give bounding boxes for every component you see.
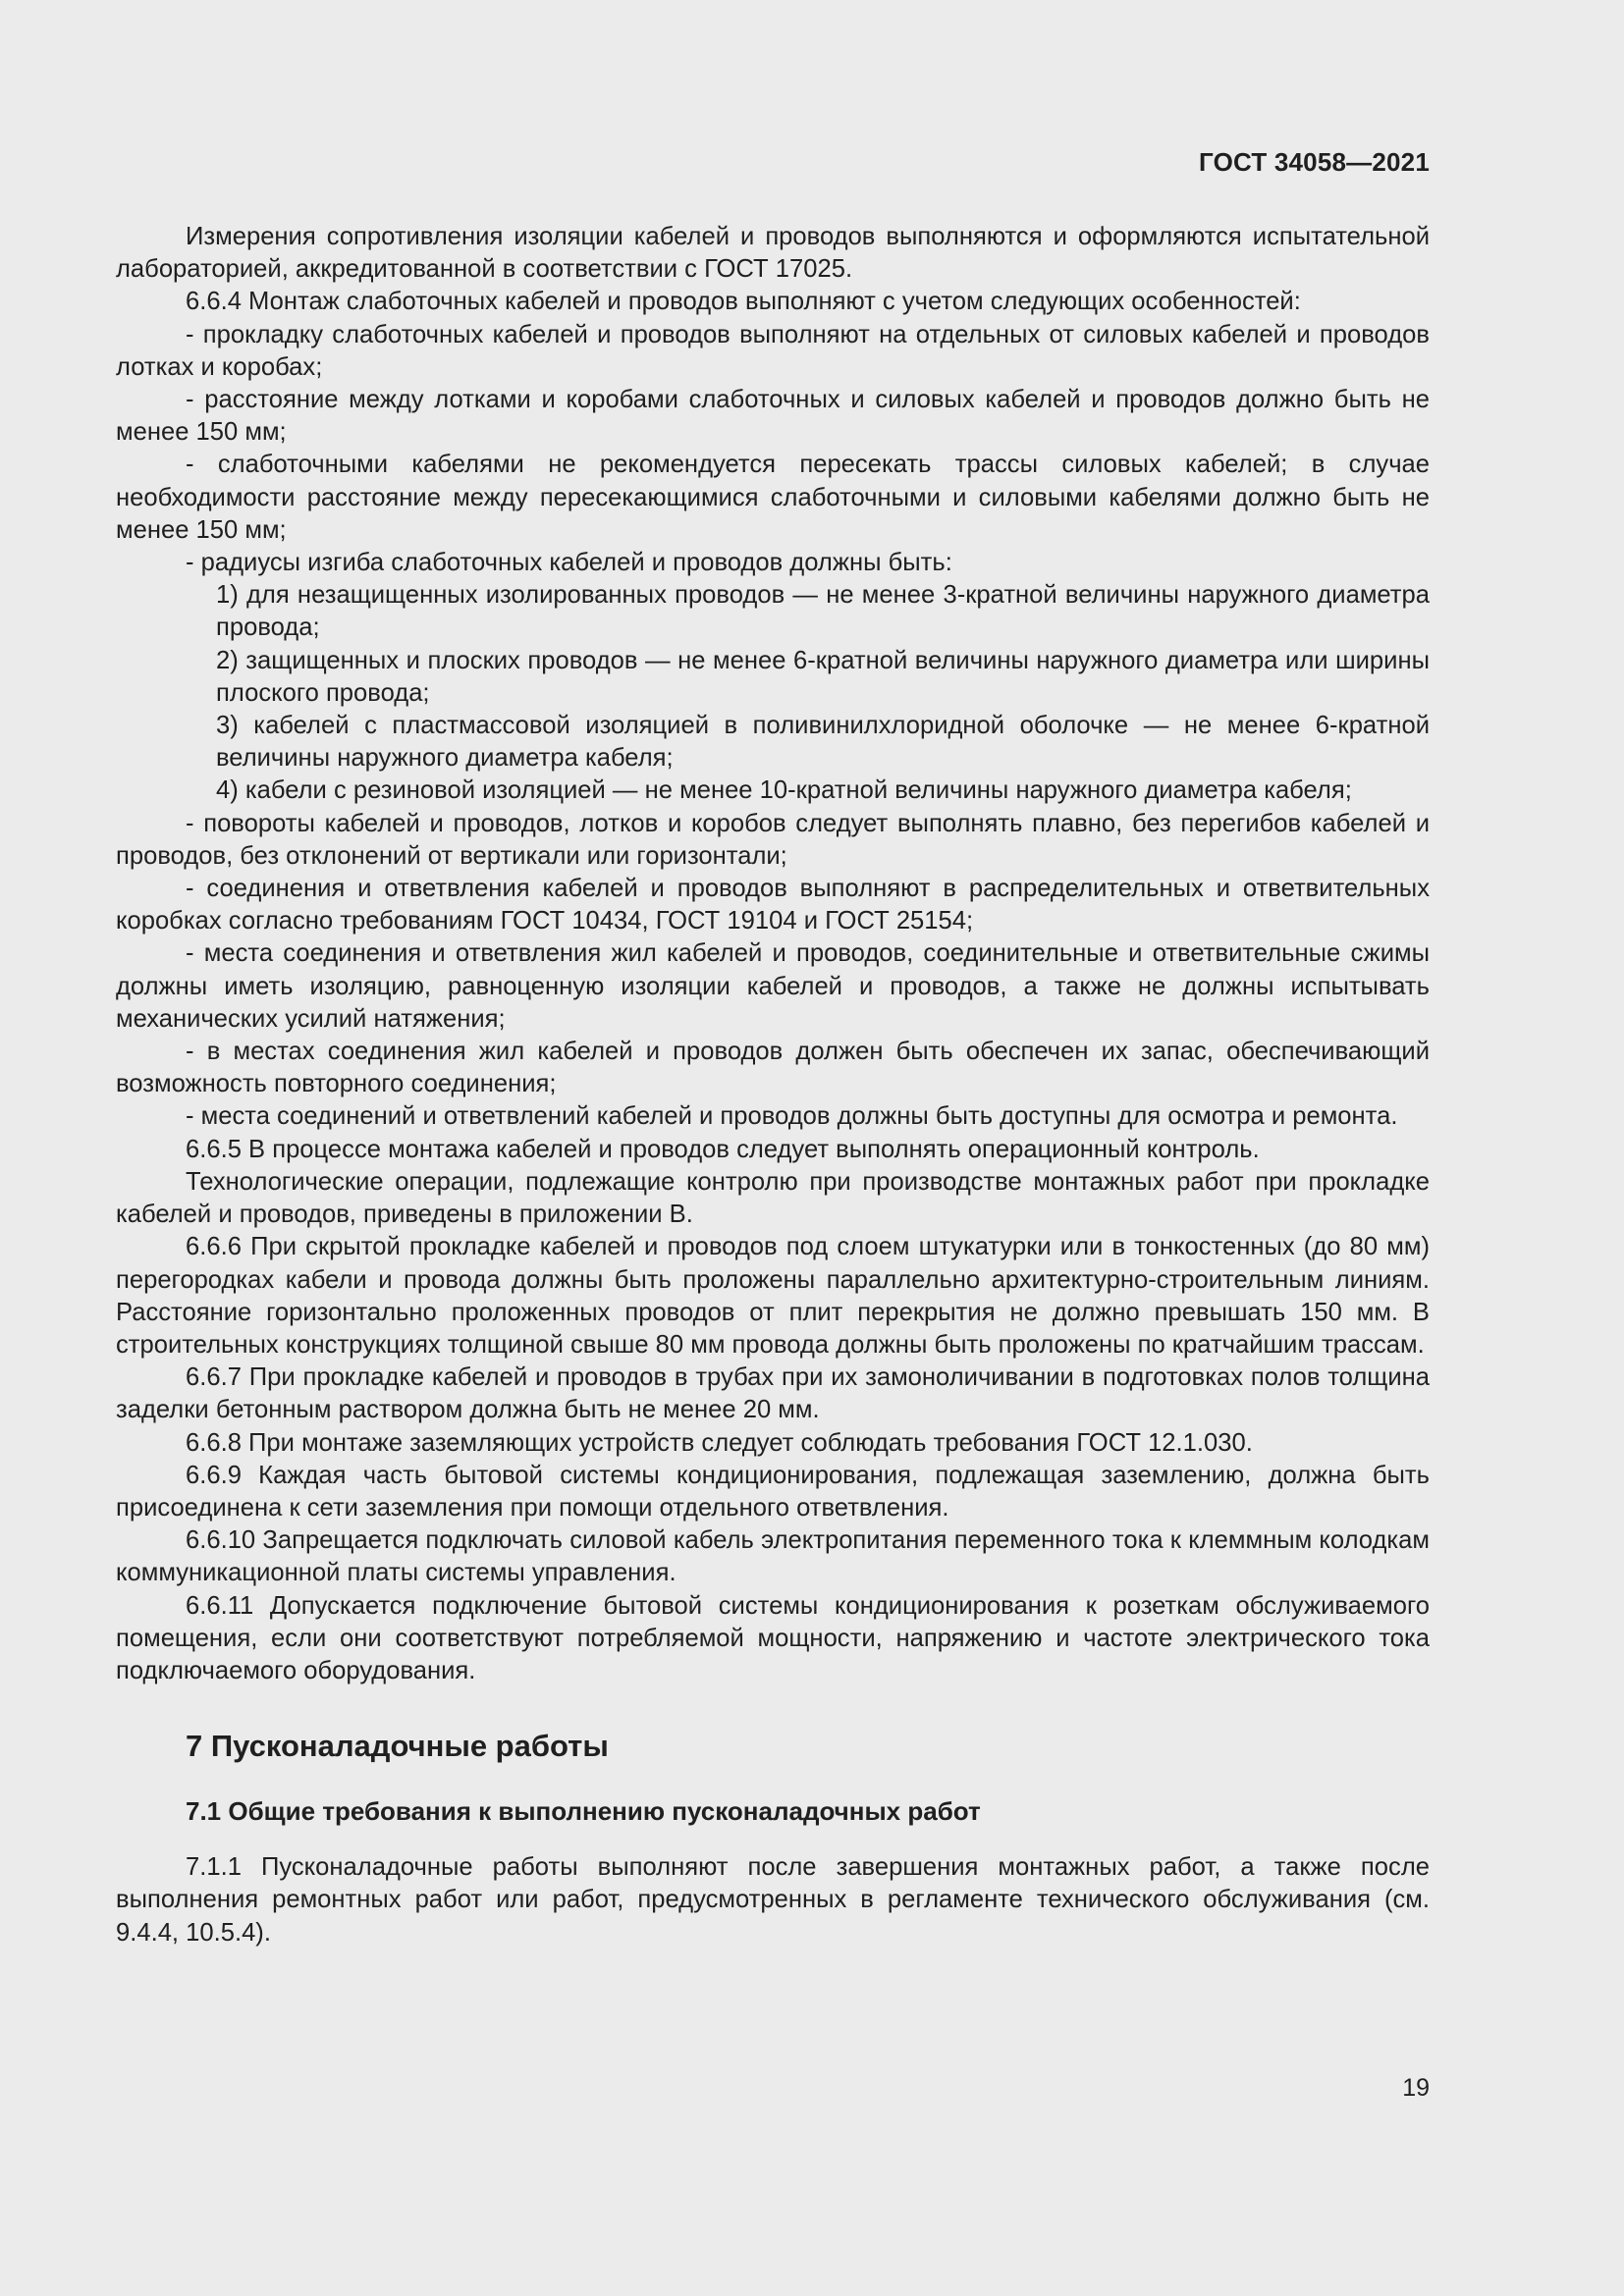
list-item: - повороты кабелей и проводов, лотков и коробов следует выполнять плавно, без перегибов кабелей и проводов, без отклонений от вертикали или горизонтали; — [116, 809, 1430, 870]
section-heading: 7 Пусконаладочные работы — [186, 1729, 609, 1764]
paragraph: Измерения сопротивления изоляции кабелей и проводов выполняются и оформляются испытательной лабораторией, аккредитованной в соответствии с ГОСТ 17025. — [116, 223, 1430, 284]
paragraph-6-6-9: 6.6.9 Каждая часть бытовой системы кондиционирования, подлежащая заземлению, должна быть присоединена к сети заземления при помощи отдельного ответвления. — [116, 1461, 1430, 1522]
paragraph-7-1-1: 7.1.1 Пусконаладочные работы выполняют после завершения монтажных работ, а также после выполнения ремонтных работ или работ, предусмотренных в регламенте технического обслуживания (см. 9.4.4, 10.5.4). — [116, 1853, 1430, 1947]
list-item: - слаботочными кабелями не рекомендуется пересекать трассы силовых кабелей; в случае необходимости расстояние между пересекающимися слаботочными и силовыми кабелями должно быть не менее 150 мм; — [116, 451, 1430, 544]
sub-list-item: 1) для незащищенных изолированных проводов — не менее 3-кратной величины наружного диаметра провода; — [216, 581, 1430, 642]
list-item: - расстояние между лотками и коробами слаботочных и силовых кабелей и проводов должно быть не менее 150 мм; — [116, 386, 1430, 447]
paragraph-6-6-5: 6.6.5 В процессе монтажа кабелей и проводов следует выполнять операционный контроль. — [186, 1135, 1260, 1163]
list-item: - радиусы изгиба слаботочных кабелей и проводов должны быть: — [186, 549, 952, 577]
list-item: - места соединений и ответвлений кабелей и проводов должны быть доступны для осмотра и ремонта. — [186, 1102, 1398, 1131]
list-item: - соединения и ответвления кабелей и проводов выполняют в распределительных и ответвительных коробках согласно требованиям ГОСТ 10434, ГОСТ 19104 и ГОСТ 25154; — [116, 875, 1430, 935]
list-item: - места соединения и ответвления жил кабелей и проводов, соединительные и ответвительные сжимы должны иметь изоляцию, равноценную изоляции кабелей и проводов, а также не должны испытывать механических усилий натяжения; — [116, 939, 1430, 1033]
subsection-heading: 7.1 Общие требования к выполнению пусконаладочных работ — [186, 1796, 981, 1827]
paragraph-6-6-11: 6.6.11 Допускается подключение бытовой системы кондиционирования к розеткам обслуживаемого помещения, если они соответствуют потребляемой мощности, напряжению и частоте электрического тока подключаемого оборудования. — [116, 1591, 1430, 1684]
list-item: - прокладку слаботочных кабелей и проводов выполняют на отдельных от силовых кабелей и проводов лотках и коробах; — [116, 320, 1430, 381]
paragraph-6-6-8: 6.6.8 При монтаже заземляющих устройств следует соблюдать требования ГОСТ 12.1.030. — [186, 1428, 1253, 1457]
document-code: ГОСТ 34058—2021 — [1199, 147, 1430, 177]
page-number: 19 — [1402, 2074, 1430, 2102]
sub-list-item: 3) кабелей с пластмассовой изоляцией в поливинилхлоридной оболочке — не менее 6-кратной величины наружного диаметра кабеля; — [216, 712, 1430, 773]
paragraph-6-6-7: 6.6.7 При прокладке кабелей и проводов в трубах при их замоноличивании в подготовках полов толщина заделки бетонным раствором должна быть не менее 20 мм. — [116, 1363, 1430, 1424]
paragraph-6-6-4: 6.6.4 Монтаж слаботочных кабелей и проводов выполняют с учетом следующих особенностей: — [186, 288, 1301, 316]
page-body — [116, 221, 1430, 1949]
paragraph-6-6-10: 6.6.10 Запрещается подключать силовой кабель электропитания переменного тока к клеммным колодкам коммуникационной платы системы управления. — [116, 1526, 1430, 1587]
list-item: - в местах соединения жил кабелей и проводов должен быть обеспечен их запас, обеспечивающий возможность повторного соединения; — [116, 1038, 1430, 1098]
paragraph: Технологические операции, подлежащие контролю при производстве монтажных работ при прокладке кабелей и проводов, приведены в приложении В. — [116, 1167, 1430, 1229]
paragraph-6-6-6: 6.6.6 При скрытой прокладке кабелей и проводов под слоем штукатурки или в тонкостенных (до 80 мм) перегородках кабели и провода должны быть проложены параллельно архитектурно-строительным линиям. Расстояние горизонтально проложенных проводов от плит перекрытия не должно превышать 150 мм. В строительных конструкциях толщиной свыше 80 мм провода должны быть проложены по кратчайшим трассам. — [116, 1233, 1430, 1359]
sub-list-item: 2) защищенных и плоских проводов — не менее 6-кратной величины наружного диаметра или ширины плоского провода; — [216, 646, 1430, 707]
sub-list-item: 4) кабели с резиновой изоляцией — не менее 10-кратной величины наружного диаметра кабеля; — [216, 776, 1352, 805]
